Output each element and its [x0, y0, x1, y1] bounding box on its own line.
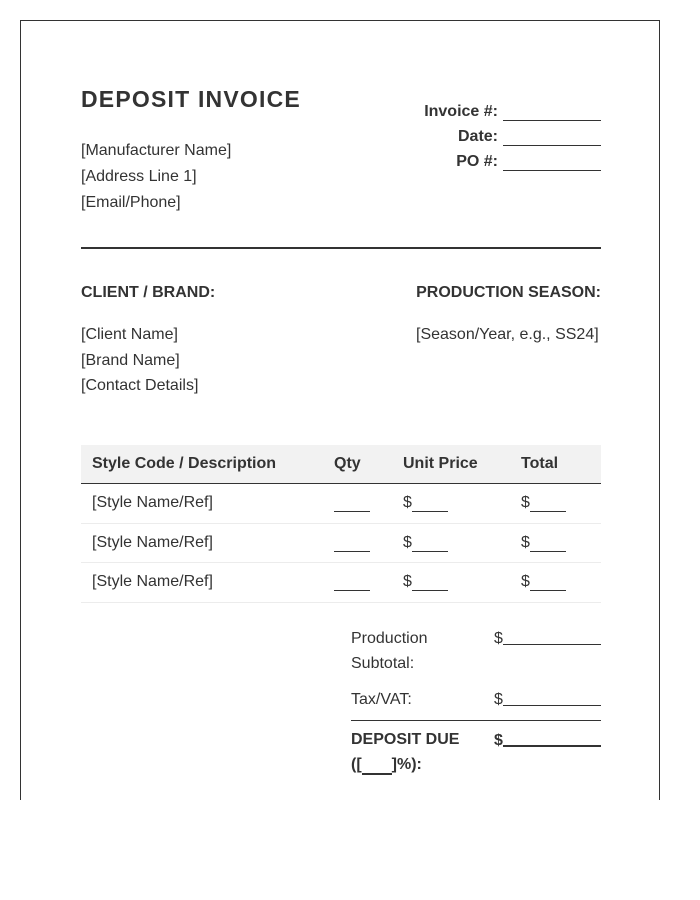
- po-row: [424, 149, 601, 174]
- line-items-table: [81, 445, 601, 603]
- client-name: [Client Name]: [81, 326, 178, 343]
- production-season-label: PRODUCTION SEASON:: [416, 284, 601, 301]
- tax-row: [351, 687, 601, 716]
- client-brand-label: CLIENT / BRAND:: [81, 284, 216, 301]
- table-row: [81, 524, 601, 564]
- header-total: Total: [521, 455, 559, 472]
- tax-field[interactable]: [503, 689, 601, 706]
- deposit-field[interactable]: [503, 729, 601, 747]
- header-qty: Qty: [334, 455, 361, 472]
- deposit-open-bracket: ([: [351, 756, 362, 773]
- deposit-due-text: DEPOSIT DUE: [351, 731, 460, 748]
- deposit-close-bracket: ]%):: [391, 756, 422, 773]
- subtotal-field[interactable]: [503, 628, 601, 645]
- manufacturer-block: [81, 138, 231, 216]
- total-field[interactable]: [530, 574, 566, 591]
- table-header: [81, 445, 601, 484]
- header-description: Style Code / Description: [92, 455, 277, 472]
- header-divider: [81, 247, 601, 249]
- tax-label: Tax/VAT:: [351, 691, 412, 708]
- row-description: [Style Name/Ref]: [92, 533, 213, 551]
- unit-price-prefix: $: [403, 494, 412, 512]
- invoice-number-field[interactable]: [503, 104, 601, 121]
- subtotal-label: Production Subtotal:: [351, 630, 428, 672]
- total-field[interactable]: [530, 495, 566, 512]
- totals-block: [351, 626, 601, 777]
- total-prefix: $: [521, 494, 530, 512]
- unit-price-prefix: $: [403, 533, 412, 551]
- unit-price-field[interactable]: [412, 574, 448, 591]
- qty-field[interactable]: [334, 574, 370, 591]
- total-field[interactable]: [530, 535, 566, 552]
- row-description: [Style Name/Ref]: [92, 573, 213, 591]
- po-field[interactable]: [503, 154, 601, 171]
- deposit-currency: $: [494, 732, 503, 749]
- total-prefix: $: [521, 533, 530, 551]
- manufacturer-contact: [Email/Phone]: [81, 194, 181, 211]
- deposit-due-row: [351, 727, 601, 777]
- row-description: [Style Name/Ref]: [92, 494, 213, 512]
- table-row: [81, 484, 601, 524]
- unit-price-field[interactable]: [412, 535, 448, 552]
- manufacturer-address: [Address Line 1]: [81, 168, 197, 185]
- unit-price-field[interactable]: [412, 495, 448, 512]
- date-label: Date:: [457, 128, 498, 145]
- unit-price-prefix: $: [403, 573, 412, 591]
- client-block: [81, 322, 198, 399]
- deposit-percent-field[interactable]: [362, 757, 392, 775]
- header-unit-price: Unit Price: [403, 455, 478, 472]
- manufacturer-name: [Manufacturer Name]: [81, 142, 232, 159]
- invoice-number-row: [424, 99, 601, 124]
- invoice-number-label: Invoice #:: [424, 103, 498, 120]
- table-row: [81, 563, 601, 603]
- date-field[interactable]: [503, 129, 601, 146]
- subtotal-row: [351, 626, 601, 687]
- invoice-meta: [424, 99, 601, 174]
- subtotal-currency: $: [494, 630, 503, 647]
- totals-divider: [351, 720, 601, 721]
- date-row: [424, 124, 601, 149]
- brand-name: [Brand Name]: [81, 351, 180, 369]
- qty-field[interactable]: [334, 535, 370, 552]
- po-label: PO #:: [456, 153, 498, 170]
- contact-details: [Contact Details]: [81, 377, 199, 394]
- season-value: [Season/Year, e.g., SS24]: [416, 326, 599, 343]
- tax-currency: $: [494, 691, 503, 708]
- qty-field[interactable]: [334, 495, 370, 512]
- document-title: DEPOSIT INVOICE: [81, 86, 301, 112]
- deposit-due-label: [351, 727, 491, 777]
- total-prefix: $: [521, 573, 530, 591]
